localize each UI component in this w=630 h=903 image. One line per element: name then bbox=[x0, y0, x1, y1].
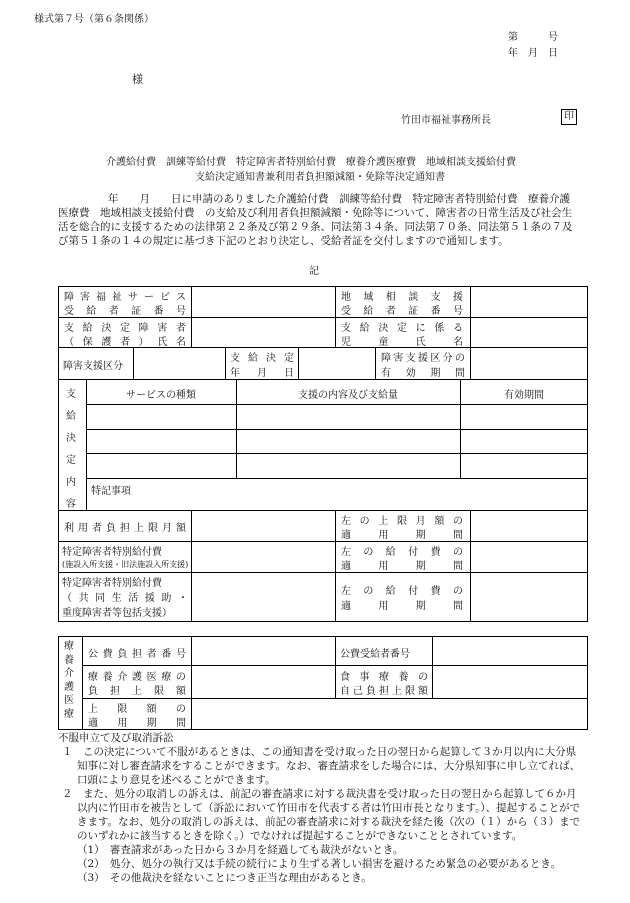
label-meal-limit-2: 自己負担上限額 bbox=[340, 686, 428, 697]
label-benefit-period-2a: 左の給付費の bbox=[341, 586, 463, 597]
label-benefit-period-1b: 適用期間 bbox=[341, 561, 463, 572]
side-char-5: 内 bbox=[66, 477, 76, 488]
label-community-recipient-no-2: 受給者証番号 bbox=[341, 306, 463, 317]
label-decision-date-1: 支給決定 bbox=[230, 353, 294, 364]
label-decision-date-2: 年月日 bbox=[230, 368, 294, 379]
label-child-name-1: 支給決定に係る bbox=[341, 323, 463, 334]
intro-line-4: び第５１条の１４の規定に基づき下記のとおり決定し、受給者証を交付しますので通知します。 bbox=[58, 235, 509, 247]
medical-side-char-3: 介 bbox=[64, 668, 74, 679]
side-char-6: 容 bbox=[66, 499, 76, 510]
side-char-2: 給 bbox=[66, 411, 76, 422]
intro-line-2: 医療費 地域相談支援給付費 の支給及び利用者負担額減額・免除等について、障害者の日常生活及び社会生 bbox=[58, 207, 573, 219]
title-line-1: 介護給付費 訓練等給付費 特定障害者特別給付費 療養介護医療費 地域相談支援給付費 bbox=[106, 157, 516, 168]
side-char-3: 決 bbox=[66, 433, 76, 444]
label-special-benefit-2: 特定障害者特別給付費 bbox=[62, 578, 162, 589]
medical-side-char-1: 療 bbox=[64, 641, 74, 652]
label-category-period-1: 障害支援区分の bbox=[381, 353, 465, 364]
label-category-period-2: 有効期間 bbox=[381, 368, 465, 379]
objection-p2-l2: 以内に竹田市を被告として（訴訟において竹田市を代表する者は竹田市長となります。）、提起することがで bbox=[77, 802, 581, 814]
label-benefit-period-2b: 適用期間 bbox=[341, 601, 463, 612]
objection-p2-l3: きます。なお、処分の取消しの訴えは、前記の審査請求に対する裁決を経た後（次の（１）から（３）まで bbox=[77, 816, 581, 828]
label-service-recipient-no-1: 障害福祉サービス bbox=[64, 292, 186, 303]
label-public-recipient-no: 公費受給者番号 bbox=[340, 649, 410, 660]
objection-item-1: （1） 審査請求があった日から３か月を経過しても裁決がないとき。 bbox=[77, 844, 404, 856]
medical-side-char-6: 療 bbox=[64, 708, 74, 720]
intro-line-1: 年 月 日に申請のありました介護給付費 訓練等給付費 特定障害者特別給付費 療養介護 bbox=[108, 193, 570, 205]
label-medical-limit-2: 負担上限額 bbox=[88, 686, 186, 697]
medical-side-char-4: 護 bbox=[64, 681, 74, 693]
document-date: 年 月 日 bbox=[508, 48, 558, 59]
col-valid-period: 有効期間 bbox=[504, 390, 544, 401]
objection-heading: 不服申立て及び取消訴訟 bbox=[58, 732, 174, 744]
title-line-2: 支給決定通知書兼利用者負担額減額・免除等決定通知書 bbox=[195, 172, 445, 183]
objection-item-3: （3） その他裁決を経ないことにつき正当な理由があるとき。 bbox=[77, 872, 372, 884]
medical-side-char-5: 医 bbox=[64, 695, 74, 706]
label-limit-period-2: 適用期間 bbox=[341, 530, 463, 541]
label-public-payer-no: 公費負担者番号 bbox=[88, 649, 186, 660]
col-support-content: 支援の内容及び支給量 bbox=[298, 390, 398, 401]
objection-p1-l1: １ この決定について不服があるときは、この通知書を受け取った日の翌日から起算して３か月以内に大分県 bbox=[62, 746, 577, 758]
objection-p2-l1: ２ また、処分の取消しの訴えは、前記の審査請求に対する裁決書を受け取った日の翌日から起算して６か月 bbox=[62, 788, 577, 800]
objection-p1-l3: 口頭により意見を述べることができます。 bbox=[77, 774, 276, 786]
medical-care-table bbox=[58, 636, 588, 730]
label-service-recipient-no-2: 受給者証番号 bbox=[64, 306, 186, 317]
label-meal-limit-1: 食事療養の bbox=[340, 672, 428, 683]
label-special-benefit-severe: 重度障害者等包括支援） bbox=[62, 608, 172, 619]
seal-mark: 印 bbox=[561, 109, 577, 125]
objection-p2-l4: のいずれかに該当するときを除く。）でなければ提起することができないこととされています。 bbox=[77, 830, 523, 842]
form-number: 様式第７号（第６条関係） bbox=[34, 14, 154, 25]
label-community-recipient-no-1: 地域相談支援 bbox=[341, 292, 463, 303]
side-char-1: 支 bbox=[66, 389, 76, 400]
document-number: 第 号 bbox=[508, 32, 558, 43]
label-special-benefit-facility: (施設入所支援・旧法施設入所支援) bbox=[62, 560, 189, 569]
ki-heading: 記 bbox=[309, 266, 319, 277]
side-char-4: 定 bbox=[66, 455, 76, 466]
label-beneficiary-1: 支給決定障害者 bbox=[64, 323, 186, 334]
label-medical-limit-1: 療養介護医療の bbox=[88, 672, 186, 683]
label-special-benefit-1: 特定障害者特別給付費 bbox=[62, 547, 162, 558]
objection-p1-l2: 知事に対し審査請求をすることができます。なお、審査請求をした場合には、大分県知事に申し立てれば、 bbox=[77, 760, 581, 772]
objection-item-2: （2） 処分、処分の執行又は手続の続行により生ずる著しい損害を避けるため緊急の必要があるとき。 bbox=[77, 858, 562, 870]
decision-table bbox=[58, 286, 588, 622]
label-beneficiary-2: （保護者）氏名 bbox=[64, 337, 186, 348]
intro-line-3: 活を総合的に支援するための法律第２２条及び第２９条、同法第３４条、同法第７０条、同法第５１条の７及 bbox=[58, 221, 573, 233]
col-service-type: サービスの種類 bbox=[126, 390, 196, 401]
label-support-category: 障害支援区分 bbox=[63, 361, 123, 372]
label-special-benefit-group-home: （共同生活援助・ bbox=[62, 593, 188, 604]
addressee-suffix: 様 bbox=[132, 73, 143, 86]
label-monthly-limit: 利用者負担上限月額 bbox=[64, 523, 186, 534]
medical-side-char-2: 養 bbox=[64, 654, 74, 666]
label-child-name-2: 児童氏名 bbox=[341, 337, 463, 348]
label-special-notes: 特記事項 bbox=[91, 486, 131, 497]
label-limit-period-1: 左の上限月額の bbox=[341, 516, 463, 527]
issuer-name: 竹田市福祉事務所長 bbox=[401, 115, 491, 126]
medical-side-label bbox=[64, 640, 76, 721]
label-limit-apply-period-1: 上限額の bbox=[88, 704, 186, 715]
label-benefit-period-1a: 左の給付費の bbox=[341, 547, 463, 558]
label-limit-apply-period-2: 適用期間 bbox=[88, 718, 186, 729]
